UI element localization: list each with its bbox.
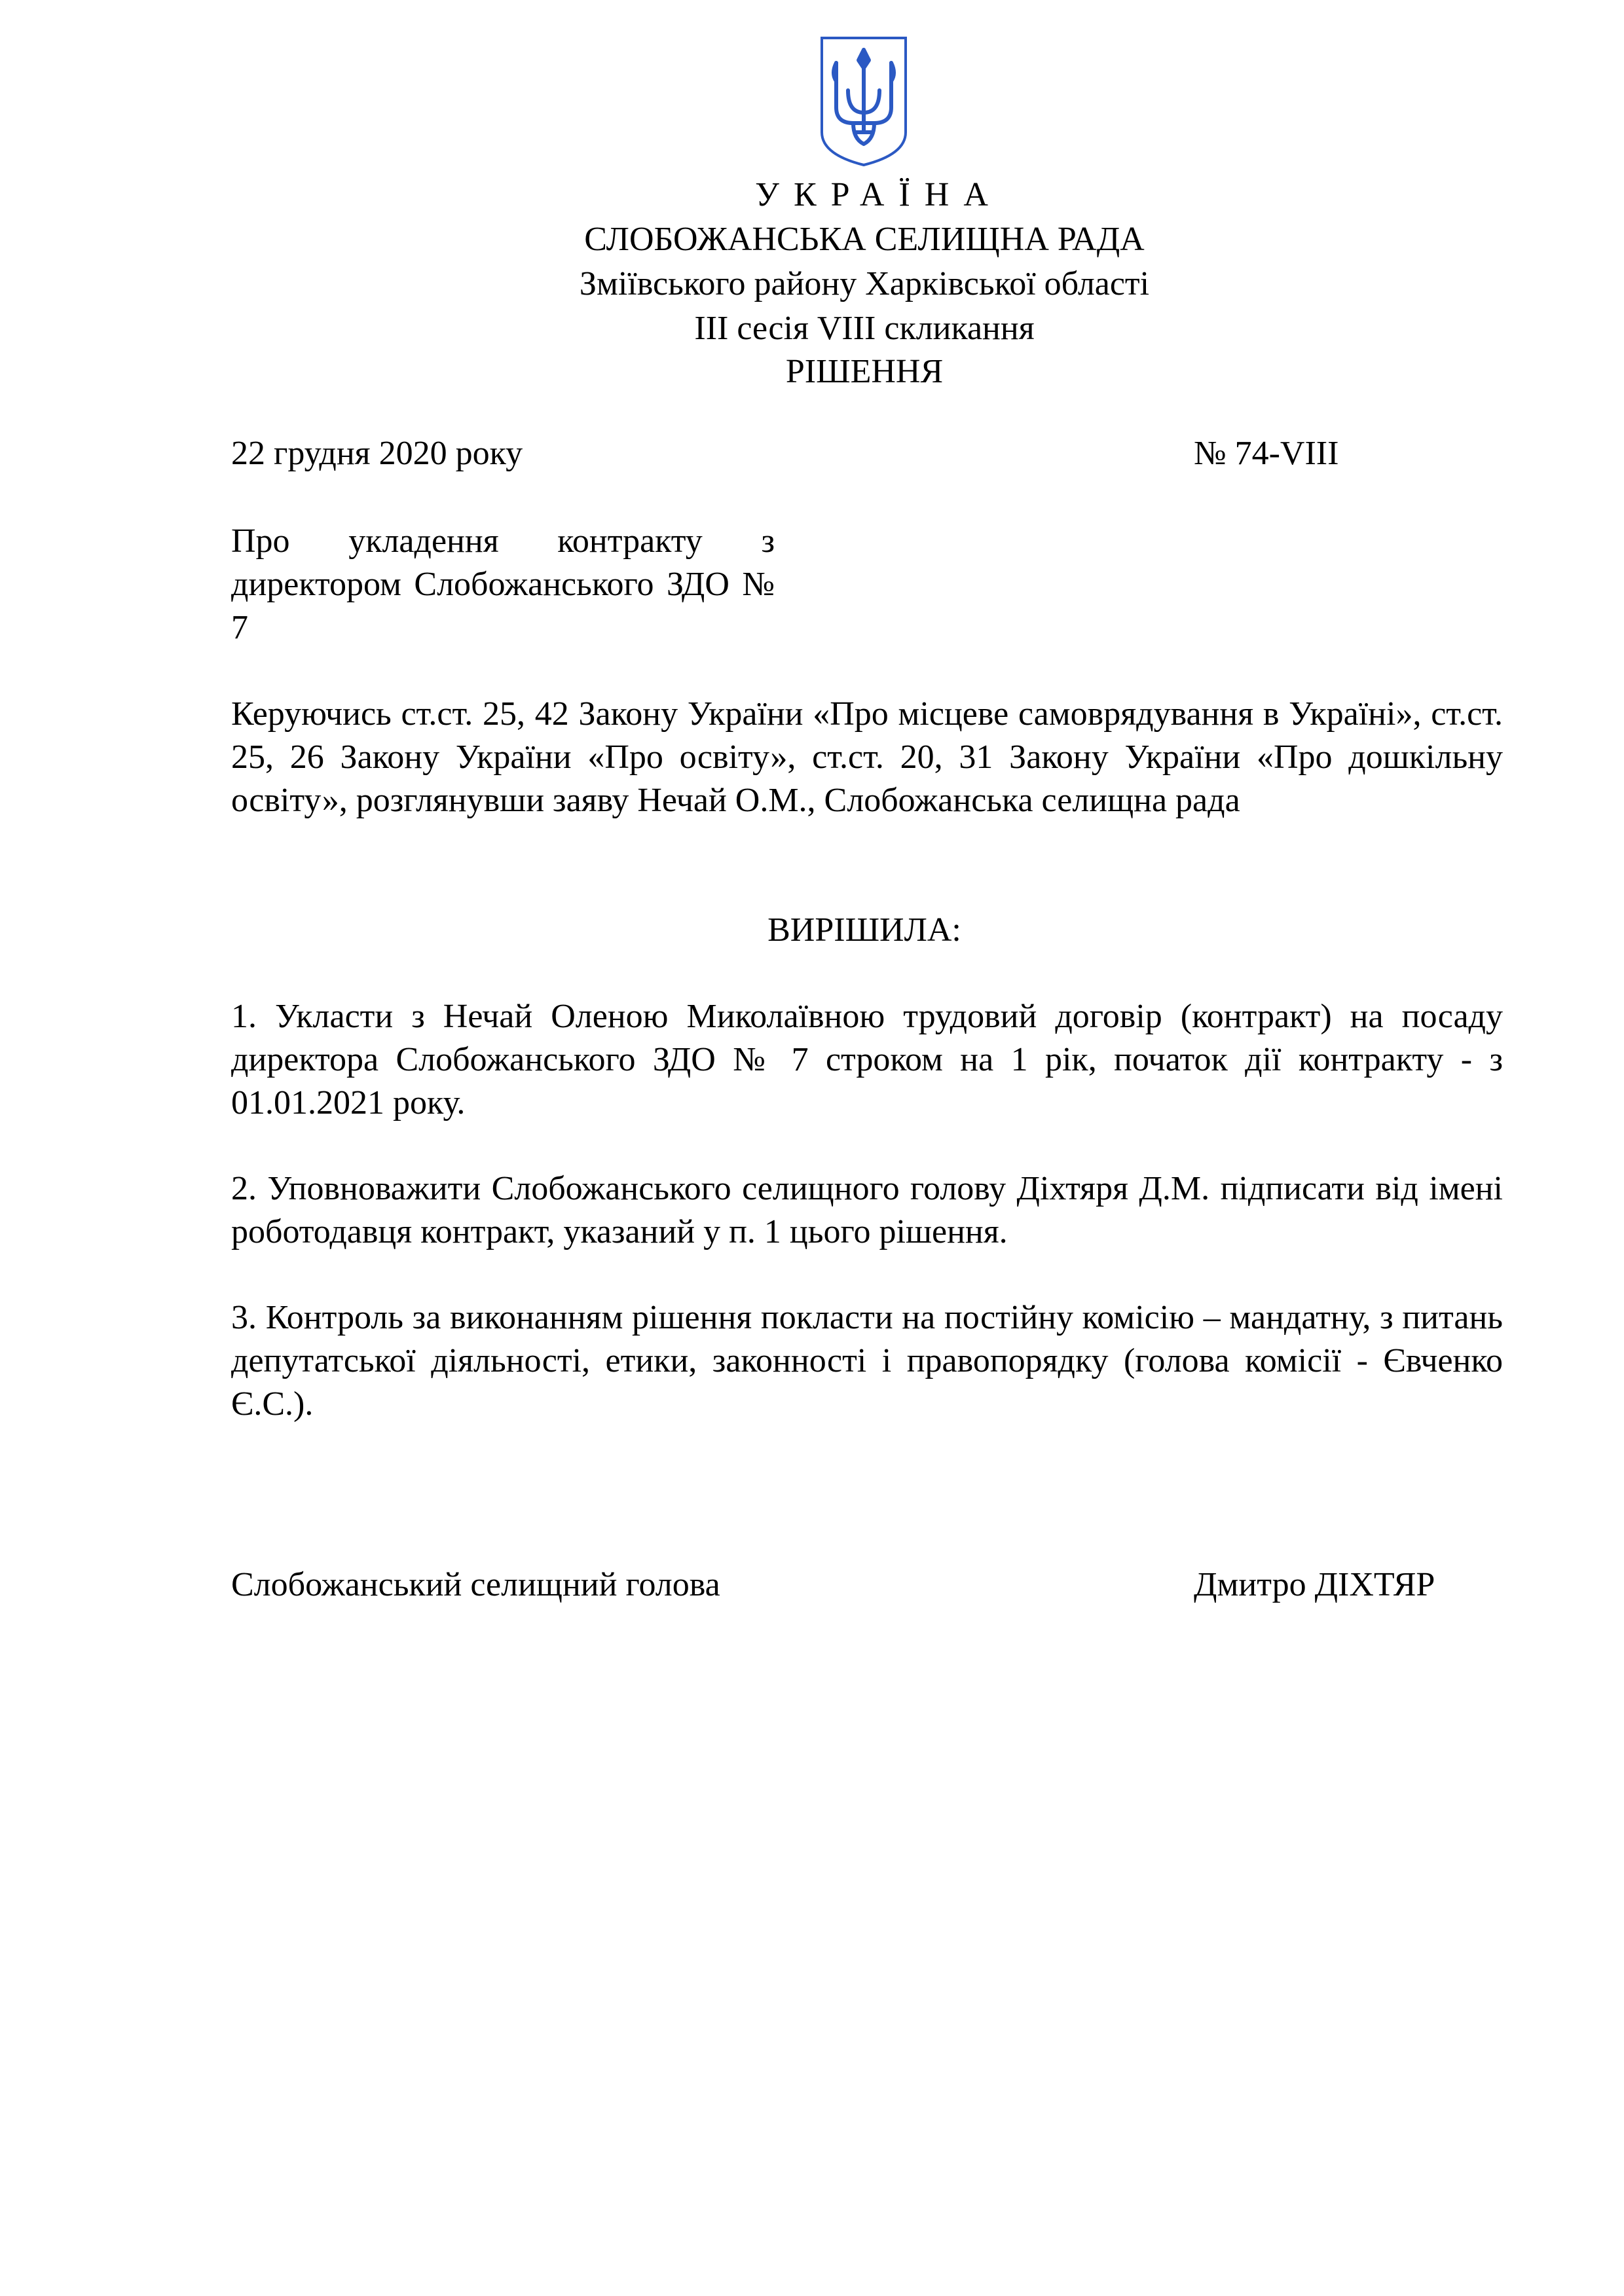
council-heading: СЛОБОЖАНСЬКА СЕЛИЩНА РАДА [584,221,1145,258]
decision-item: 3. Контроль за виконанням рішення покласти на постійну комісію – мандатну, з питань депутатської діяльності, етики, законності і правопорядку (голова комісії - Євченко Є.С.). [231,1299,1503,1423]
preamble-paragraph: Керуючись ст.ст. 25, 42 Закону України «Про місцеве самоврядування в Україні», ст.ст. 25, 26 Закону України «Про освіту», ст.ст. 20, 31 Закону України «Про дошкільну освіту», розглянувши заяву Нечай О.М., Слобожанська селищна рада [231,695,1503,819]
signatory-title: Слобожанський селищний голова [231,1566,720,1603]
decided-label: ВИРІШИЛА: [767,911,961,949]
district-heading: Зміївського району Харківської області [579,265,1150,302]
decision-date: 22 грудня 2020 року [231,435,523,472]
session-heading: ІІІ сесія VIII скликання [694,310,1035,347]
decision-subject: Про укладення контракту з директором Слобожанського ЗДО № 7 [231,522,775,646]
country-heading: УКРАЇНА [755,176,1003,213]
trident-coat-of-arms-icon [817,34,911,168]
decision-item: 1. Укласти з Нечай Оленою Миколаївною трудовий договір (контракт) на посаду директора Слобожанського ЗДО № 7 строком на 1 рік, початок дії контракту - з 01.01.2021 року. [231,998,1503,1121]
document-type-heading: РІШЕННЯ [785,353,944,390]
signatory-name: Дмитро ДІХТЯР [1194,1566,1435,1603]
decision-item: 2. Уповноважити Слобожанського селищного голову Діхтяря Д.М. підписати від імені роботодавця контракт, указаний у п. 1 цього рішення. [231,1170,1503,1250]
decision-number: № 74-VIII [1194,435,1339,472]
